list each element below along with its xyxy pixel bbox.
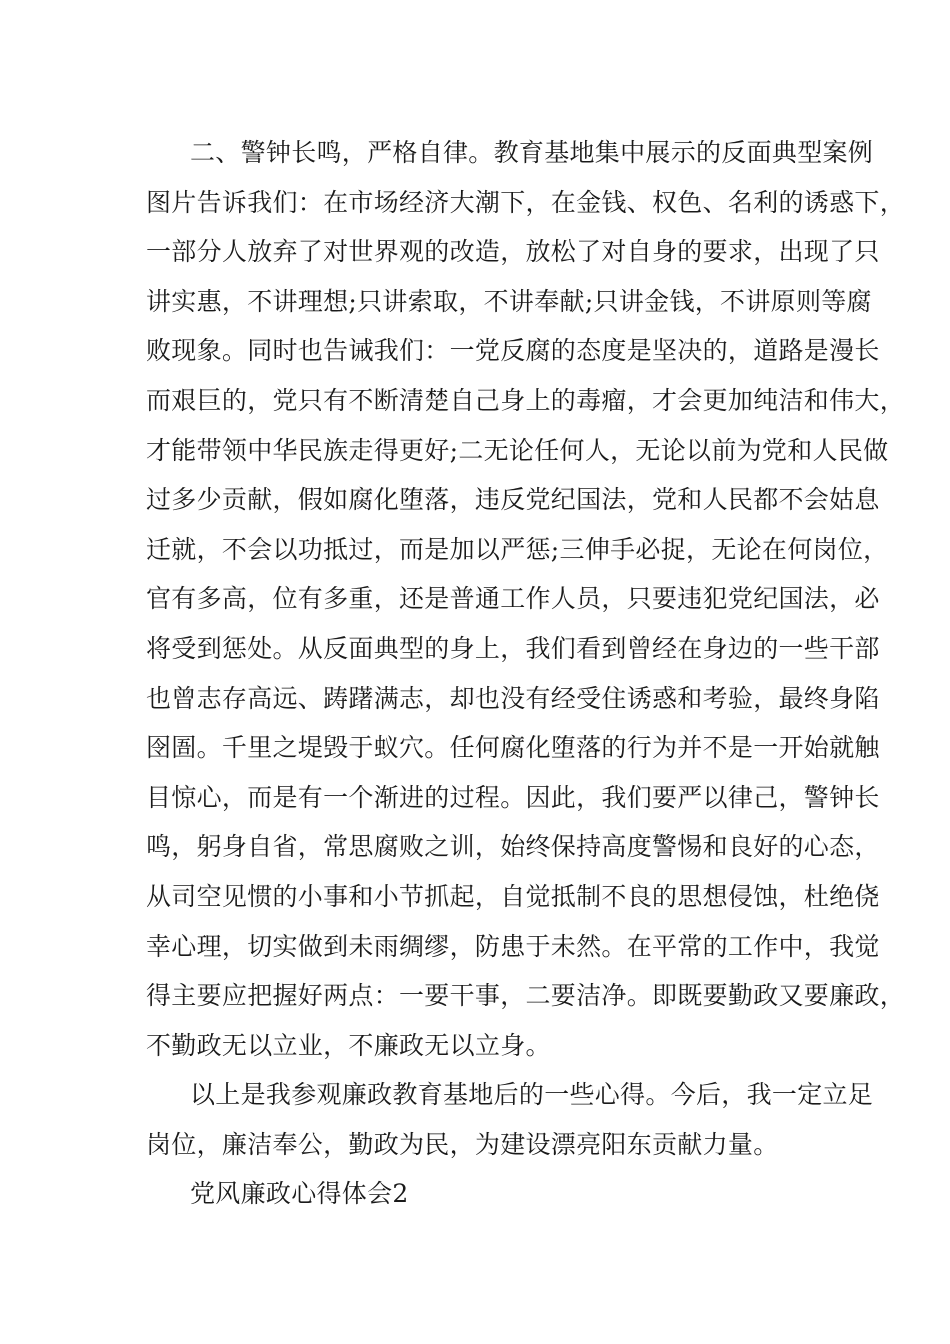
paragraph-line: 迁就，不会以功抵过，而是加以严惩;三伸手必捉，无论在何岗位， (146, 534, 889, 564)
paragraph-line: 岗位，廉洁奉公，勤政为民，为建设漂亮阳东贡献力量。 (146, 1129, 779, 1159)
paragraph-line: 将受到惩处。从反面典型的身上，我们看到曾经在身边的一些干部 (146, 633, 880, 663)
paragraph-line: 败现象。同时也告诫我们：一党反腐的态度是坚决的，道路是漫长 (146, 336, 880, 366)
paragraph-line: 也曾志存高远、踌躇满志，却也没有经受住诱惑和考验，最终身陷 (146, 683, 880, 713)
paragraph-1 (146, 128, 906, 1070)
paragraph-line: 而艰巨的，党只有不断清楚自己身上的毒瘤，才会更加纯洁和伟大， (146, 385, 906, 415)
paragraph-line: 一部分人放弃了对世界观的改造，放松了对自身的要求，出现了只 (146, 237, 880, 267)
section-heading-block (146, 1169, 826, 1219)
paragraph-line: 鸣，躬身自省，常思腐败之训，始终保持高度警惕和良好的心态， (146, 832, 880, 862)
paragraph-line: 二、警钟长鸣，严格自律。教育基地集中展示的反面典型案例 (190, 138, 874, 167)
paragraph-line: 以上是我参观廉政教育基地后的一些心得。今后，我一定立足 (190, 1080, 874, 1110)
paragraph-line: 讲实惠，不讲理想;只讲索取，不讲奉献;只讲金钱，不讲原则等腐 (146, 286, 872, 316)
paragraph-line: 囹圄。千里之堤毁于蚁穴。任何腐化堕落的行为并不是一开始就触 (146, 733, 880, 763)
paragraph-line: 图片告诉我们：在市场经济大潮下，在金钱、权色、名利的诱惑下， (146, 187, 906, 217)
paragraph-line: 不勤政无以立业，不廉政无以立身。 (146, 1030, 551, 1060)
paragraph-line: 目惊心，而是有一个渐进的过程。因此，我们要严以律己，警钟长 (146, 782, 880, 812)
paragraph-line: 得主要应把握好两点：一要干事，二要洁净。即既要勤政又要廉政， (146, 981, 906, 1011)
paragraph-line: 官有多高，位有多重，还是普通工作人员，只要违犯党纪国法，必 (146, 584, 880, 614)
paragraph-line: 才能带领中华民族走得更好;二无论任何人，无论以前为党和人民做 (146, 435, 889, 465)
paragraph-line: 幸心理，切实做到未雨绸缪，防患于未然。在平常的工作中，我觉 (146, 931, 880, 961)
paragraph-line: 过多少贡献，假如腐化堕落，违反党纪国法，党和人民都不会姑息 (146, 485, 880, 515)
paragraph-2 (146, 1070, 874, 1169)
section-heading: 党风廉政心得体会2 (190, 1179, 409, 1209)
document-body (146, 128, 906, 1219)
paragraph-line: 从司空见惯的小事和小节抓起，自觉抵制不良的思想侵蚀，杜绝侥 (146, 881, 880, 911)
